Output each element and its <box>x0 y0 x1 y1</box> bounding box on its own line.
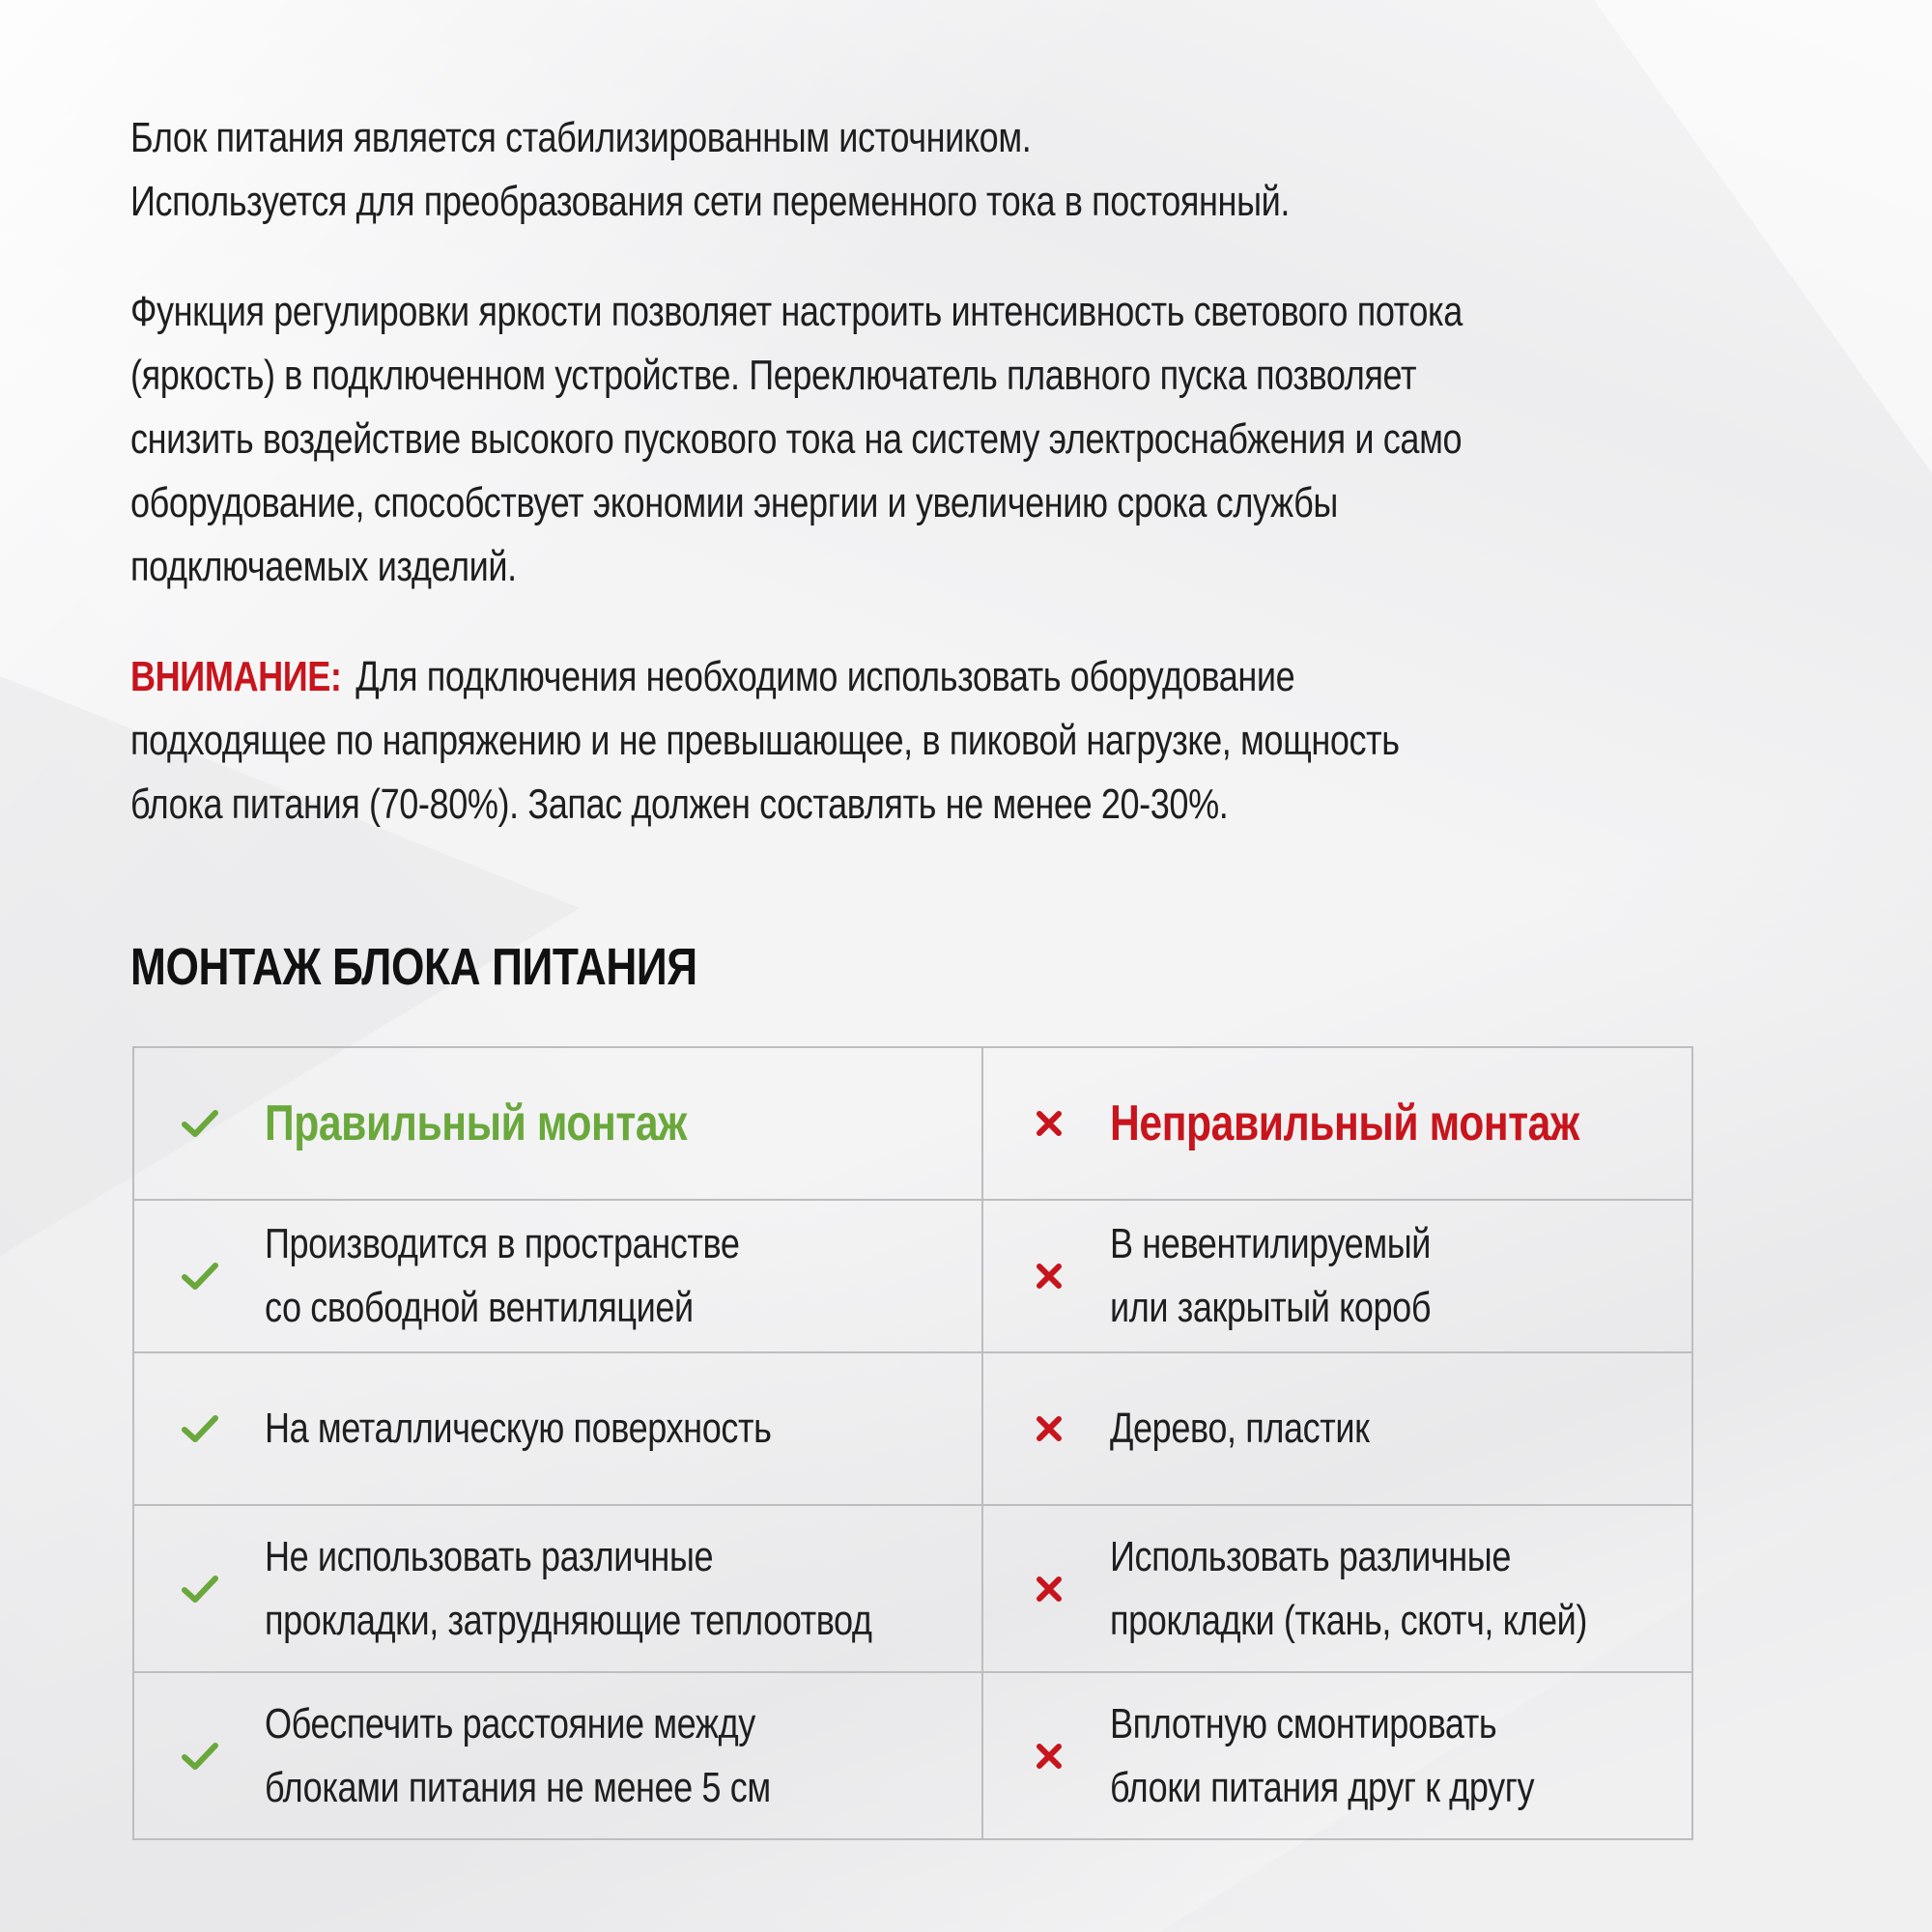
cross-icon <box>1030 1257 1068 1295</box>
cell-line: блоки питания друг к другу <box>1109 1763 1535 1811</box>
check-icon <box>181 1737 219 1776</box>
correct-cell <box>133 1505 982 1672</box>
cell-line: Производится в пространстве <box>265 1220 740 1267</box>
header-correct-label: Правильный монтаж <box>265 1095 688 1151</box>
header-incorrect-cell <box>982 1047 1692 1200</box>
attention-line: подходящее по напряжению и не превышающее, в пиковой нагрузке, мощность <box>130 717 1400 764</box>
cell-line: В невентилируемый <box>1109 1220 1431 1267</box>
table-row <box>133 1672 1692 1839</box>
intro-line: Используется для преобразования сети переменного тока в постоянный. <box>130 178 1290 225</box>
attention-text: Для подключения необходимо использовать оборудование <box>355 653 1295 700</box>
correct-text <box>265 1397 771 1461</box>
cell-line: или закрытый короб <box>1109 1284 1431 1331</box>
cell-line: прокладки (ткань, скотч, клей) <box>1109 1596 1587 1644</box>
description-line: (яркость) в подключенном устройстве. Переключатель плавного пуска позволяет <box>130 352 1417 399</box>
attention-line: блока питания (70-80%). Запас должен составлять не менее 20-30%. <box>130 781 1229 828</box>
description-line: Функция регулировки яркости позволяет настроить интенсивность светового потока <box>130 288 1463 335</box>
correct-cell <box>133 1352 982 1505</box>
cell-line: прокладки, затрудняющие теплоотвод <box>265 1596 872 1644</box>
cross-icon <box>1030 1104 1068 1143</box>
correct-text <box>265 1212 740 1340</box>
cell-line: Вплотную смонтировать <box>1109 1699 1497 1747</box>
incorrect-text <box>1110 1397 1370 1461</box>
description-line: снизить воздействие высокого пускового тока на систему электроснабжения и само <box>130 415 1463 463</box>
cell-line: блоками питания не менее 5 см <box>265 1763 771 1811</box>
check-icon <box>181 1257 219 1295</box>
description-line: оборудование, способствует экономии энергии и увеличению срока службы <box>130 479 1338 526</box>
cell-line: На металлическую поверхность <box>265 1405 772 1452</box>
cell-line: Не использовать различные <box>265 1532 714 1580</box>
correct-text <box>265 1692 771 1820</box>
incorrect-text <box>1110 1692 1534 1820</box>
check-icon <box>181 1409 219 1448</box>
intro-paragraph <box>130 106 1715 234</box>
incorrect-text <box>1110 1525 1587 1653</box>
check-icon <box>181 1570 219 1608</box>
incorrect-cell <box>982 1352 1692 1505</box>
cell-line: Обеспечить расстояние между <box>265 1699 755 1747</box>
cell-line: Дерево, пластик <box>1109 1405 1370 1452</box>
attention-label: ВНИМАНИЕ: <box>130 653 342 700</box>
mounting-table <box>132 1046 1693 1840</box>
cell-line: Использовать различные <box>1109 1532 1511 1580</box>
incorrect-cell <box>982 1505 1692 1672</box>
cross-icon <box>1030 1570 1068 1608</box>
cross-icon <box>1030 1737 1068 1776</box>
description-line: подключаемых изделий. <box>130 543 517 590</box>
incorrect-text <box>1110 1212 1431 1340</box>
description-paragraph <box>130 280 1715 599</box>
correct-text <box>265 1525 872 1653</box>
cross-icon <box>1030 1409 1068 1448</box>
intro-line: Блок питания является стабилизированным источником. <box>130 114 1032 161</box>
table-row <box>133 1200 1692 1352</box>
attention-paragraph <box>130 645 1715 837</box>
table-row <box>133 1505 1692 1672</box>
attention-line <box>130 645 1715 709</box>
correct-cell <box>133 1672 982 1839</box>
table-row <box>133 1352 1692 1505</box>
header-correct-cell <box>133 1047 982 1200</box>
incorrect-cell <box>982 1200 1692 1352</box>
table-header-row <box>133 1047 1692 1200</box>
header-incorrect-label: Неправильный монтаж <box>1109 1095 1579 1151</box>
check-icon <box>181 1104 219 1143</box>
section-title: МОНТАЖ БЛОКА ПИТАНИЯ <box>130 938 697 996</box>
correct-cell <box>133 1200 982 1352</box>
incorrect-cell <box>982 1672 1692 1839</box>
cell-line: со свободной вентиляцией <box>265 1284 694 1331</box>
